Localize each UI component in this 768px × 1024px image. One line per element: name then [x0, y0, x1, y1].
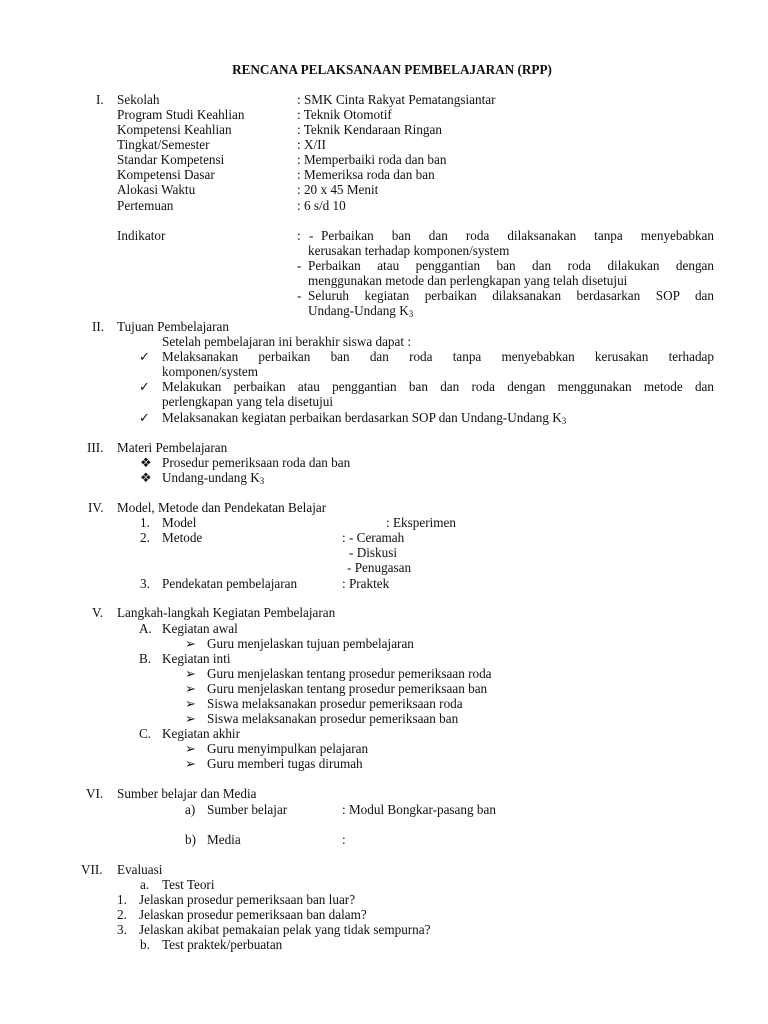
label-standar-kompetensi: Standar Kompetensi: [117, 152, 225, 167]
kegiatan-awal-title: Kegiatan awal: [162, 621, 238, 636]
question-number: 2.: [117, 907, 127, 922]
diamond-bullet-icon: ❖: [140, 470, 152, 485]
pendekatan-number: 3.: [140, 576, 150, 591]
arrow-bullet-icon: ➢: [185, 666, 197, 681]
question-number: 1.: [117, 892, 127, 907]
pendekatan-value: : Praktek: [342, 576, 390, 591]
section-4-number: IV.: [88, 500, 104, 515]
value-kompetensi-keahlian: : Teknik Kendaraan Ringan: [297, 122, 442, 137]
kegiatan-inti-item: Guru menjelaskan tentang prosedur pemeriksaan ban: [207, 681, 488, 696]
metode-diskusi: - Diskusi: [349, 545, 397, 560]
sumber-belajar-value: : Modul Bongkar-pasang ban: [342, 802, 496, 817]
label-indikator: Indikator: [117, 228, 166, 243]
indikator-3-line-2: Undang-Undang $K_3$: [308, 303, 414, 319]
media-number: b): [185, 832, 196, 847]
indikator-2-line-1: Perbaikan atau penggantian ban dan roda dilakukan dengan: [308, 258, 714, 273]
section-2-number: II.: [92, 319, 105, 334]
kegiatan-inti-item: Guru menjelaskan tentang prosedur pemeriksaan roda: [207, 666, 492, 681]
check-icon: ✓: [139, 349, 151, 364]
arrow-bullet-icon: ➢: [185, 741, 197, 756]
arrow-bullet-icon: ➢: [185, 711, 197, 726]
tujuan-1-line-1: Melaksanakan perbaikan ban dan roda tanpa menyebabkan kerusakan terhadap: [162, 349, 714, 364]
kegiatan-akhir-letter: C.: [139, 726, 152, 741]
section-6-heading: Sumber belajar dan Media: [117, 786, 257, 801]
arrow-bullet-icon: ➢: [185, 681, 197, 696]
arrow-bullet-icon: ➢: [185, 756, 197, 771]
section-3-number: III.: [87, 440, 104, 455]
arrow-bullet-icon: ➢: [185, 696, 197, 711]
indikator-3-line-1: Seluruh kegiatan perbaikan dilaksanakan berdasarkan SOP dan: [308, 288, 714, 303]
section-3-heading: Materi Pembelajaran: [117, 440, 228, 455]
materi-1: Prosedur pemeriksaan roda dan ban: [162, 455, 351, 470]
label-alokasi-waktu: Alokasi Waktu: [117, 182, 196, 197]
label-kompetensi-dasar: Kompetensi Dasar: [117, 167, 215, 182]
question-text: Jelaskan prosedur pemeriksaan ban luar?: [139, 892, 356, 907]
question-number: 3.: [117, 922, 127, 937]
kegiatan-inti-letter: B.: [139, 651, 152, 666]
section-4-heading: Model, Metode dan Pendekatan Belajar: [117, 500, 327, 515]
section-6-number: VI.: [86, 786, 104, 801]
label-program-studi: Program Studi Keahlian: [117, 107, 245, 122]
label-tingkat-semester: Tingkat/Semester: [117, 137, 210, 152]
indikator-1-line-1: Perbaikan ban dan roda dilaksanakan tanpa menyebabkan: [321, 228, 714, 243]
kegiatan-inti-title: Kegiatan inti: [162, 651, 231, 666]
value-kompetensi-dasar: : Memeriksa roda dan ban: [297, 167, 435, 182]
diamond-bullet-icon: ❖: [140, 455, 152, 470]
model-number: 1.: [140, 515, 150, 530]
label-pertemuan: Pertemuan: [117, 198, 174, 213]
sumber-belajar-number: a): [185, 802, 196, 817]
indikator-colon: :: [297, 228, 301, 243]
page-title: RENCANA PELAKSANAAN PEMBELAJARAN (RPP): [232, 62, 552, 77]
metode-penugasan: - Penugasan: [347, 560, 412, 575]
media-value: :: [342, 832, 346, 847]
kegiatan-awal-item: Guru menjelaskan tujuan pembelajaran: [207, 636, 414, 651]
value-tingkat-semester: : X/II: [297, 137, 326, 152]
materi-2: Undang-undang $K_3$: [162, 470, 265, 486]
indikator-2-line-2: menggunakan metode dan perlengkapan yang telah disetujui: [308, 273, 628, 288]
model-value: : Eksperimen: [386, 515, 456, 530]
section-7-heading: Evaluasi: [117, 862, 163, 877]
tujuan-1-line-2: komponen/system: [162, 364, 258, 379]
check-icon: ✓: [139, 410, 151, 425]
sumber-belajar-label: Sumber belajar: [207, 802, 288, 817]
metode-label: Metode: [162, 530, 203, 545]
value-pertemuan: : 6 s/d 10: [297, 198, 346, 213]
indikator-dash: -: [297, 288, 302, 303]
indikator-dash: -: [309, 228, 314, 243]
pendekatan-label: Pendekatan pembelajaran: [162, 576, 298, 591]
arrow-bullet-icon: ➢: [185, 636, 197, 651]
kegiatan-inti-item: Siswa melaksanakan prosedur pemeriksaan ban: [207, 711, 459, 726]
kegiatan-awal-letter: A.: [139, 621, 152, 636]
check-icon: ✓: [139, 379, 151, 394]
section-2-heading: Tujuan Pembelajaran: [117, 319, 229, 334]
kegiatan-akhir-item: Guru memberi tugas dirumah: [207, 756, 363, 771]
question-text: Jelaskan akibat pemakaian pelak yang tidak sempurna?: [139, 922, 431, 937]
value-standar-kompetensi: : Memperbaiki roda dan ban: [297, 152, 447, 167]
test-teori-label: Test Teori: [162, 877, 215, 892]
indikator-1-line-2: kerusakan terhadap komponen/system: [308, 243, 510, 258]
test-praktek-letter: b.: [140, 937, 150, 952]
section-1-number: I.: [96, 92, 104, 107]
media-label: Media: [207, 832, 241, 847]
metode-number: 2.: [140, 530, 150, 545]
section-5-number: V.: [92, 605, 104, 620]
section-5-heading: Langkah-langkah Kegiatan Pembelajaran: [117, 605, 336, 620]
question-text: Jelaskan prosedur pemeriksaan ban dalam?: [139, 907, 367, 922]
kegiatan-akhir-title: Kegiatan akhir: [162, 726, 240, 741]
tujuan-2-line-2: perlengkapan yang tela disetujui: [162, 394, 334, 409]
test-teori-letter: a.: [140, 877, 150, 892]
metode-value: : - Ceramah: [342, 530, 405, 545]
indikator-dash: -: [297, 258, 302, 273]
section-2-intro: Setelah pembelajaran ini berakhir siswa dapat :: [162, 334, 412, 349]
value-program-studi: : Teknik Otomotif: [297, 107, 392, 122]
section-7-number: VII.: [81, 862, 103, 877]
kegiatan-akhir-item: Guru menyimpulkan pelajaran: [207, 741, 369, 756]
value-sekolah: : SMK Cinta Rakyat Pematangsiantar: [297, 92, 496, 107]
value-alokasi-waktu: : 20 x 45 Menit: [297, 182, 379, 197]
tujuan-3: Melaksanakan kegiatan perbaikan berdasarkan SOP dan Undang-Undang $K_3$: [162, 410, 567, 426]
label-kompetensi-keahlian: Kompetensi Keahlian: [117, 122, 232, 137]
test-praktek-label: Test praktek/perbuatan: [162, 937, 283, 952]
label-sekolah: Sekolah: [117, 92, 160, 107]
model-label: Model: [162, 515, 197, 530]
kegiatan-inti-item: Siswa melaksanakan prosedur pemeriksaan roda: [207, 696, 463, 711]
tujuan-2-line-1: Melakukan perbaikan atau penggantian ban dan roda dengan menggunakan metode dan: [162, 379, 714, 394]
